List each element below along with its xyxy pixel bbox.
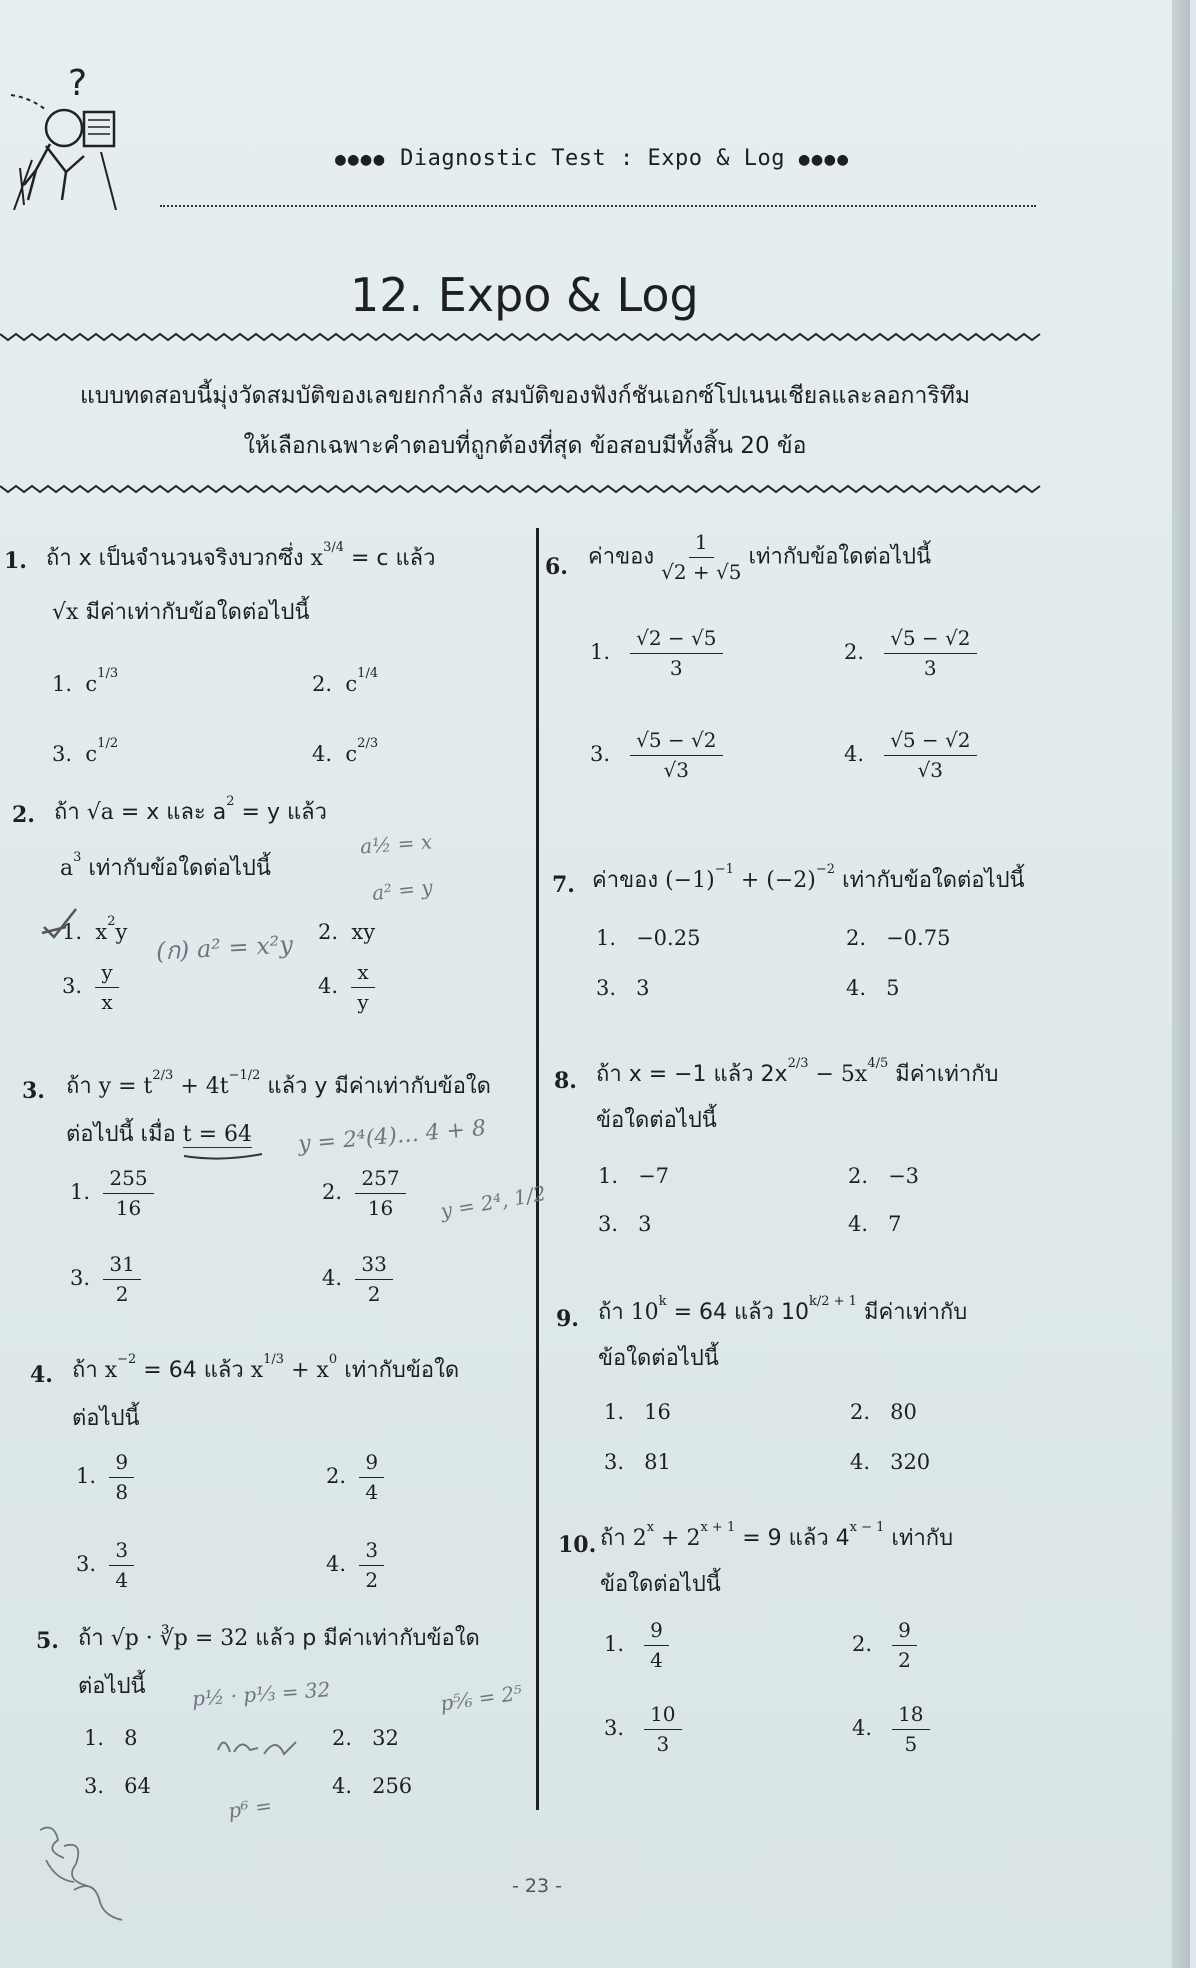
q2-option-1[interactable]: 1. $x^2y$ <box>62 914 128 944</box>
page-number: - 23 - <box>512 1875 562 1897</box>
question-6-number: 6. <box>545 554 568 580</box>
q10-option-2[interactable]: 2. $\frac{9}{2}$ <box>852 1620 917 1671</box>
q10-option-1[interactable]: 1. $\frac{9}{4}$ <box>604 1620 669 1671</box>
q9-option-2[interactable]: 2. 80 <box>850 1400 917 1424</box>
q4-option-3[interactable]: 3. $\frac{3}{4}$ <box>76 1540 134 1591</box>
decor-dots-left: ●●●● <box>335 149 387 170</box>
q6-option-4[interactable]: 4. $\frac{√5 - √2}{√3}$ <box>844 730 977 781</box>
q5-option-3[interactable]: 3. 64 <box>84 1774 151 1798</box>
question-5-stem-line2: ต่อไปนี้ <box>78 1674 146 1699</box>
pencil-note-q2-work: (ก) a² = x²y <box>155 930 294 966</box>
q6-option-1[interactable]: 1. $\frac{√2 - √5}{3}$ <box>590 628 723 679</box>
decor-dots-right: ●●●● <box>798 149 851 170</box>
q7-option-4[interactable]: 4. 5 <box>846 976 900 1000</box>
page-edge <box>1172 0 1190 1968</box>
pencil-note-q5-1: p½ · p⅓ = 32 <box>191 1677 332 1711</box>
header-title-text: Diagnostic Test : Expo & Log <box>400 146 785 171</box>
column-divider <box>536 528 539 1810</box>
q10-option-4[interactable]: 4. $\frac{18}{5}$ <box>852 1704 930 1755</box>
header-title <box>335 146 850 171</box>
question-7-stem: ค่าของ $(-1)^{-1} + (-2)^{-2}$ เท่ากับข้อใดต่อไปนี้ <box>592 862 1025 893</box>
q1-option-1[interactable]: 1. $c^{1/3}$ <box>52 666 119 696</box>
intro-line-1: แบบทดสอบนี้มุ่งวัดสมบัติของเลขยกกำลัง สมบัติของฟังก์ชันเอกซ์โปเนนเชียลและลอการิทึม <box>79 383 971 409</box>
q3-option-1[interactable]: 1. $\frac{255}{16}$ <box>70 1168 154 1219</box>
question-4-number: 4. <box>30 1362 53 1388</box>
question-3-stem-line2: ต่อไปนี้ เมื่อ t = 64 <box>66 1122 253 1147</box>
student-reading-icon <box>6 60 156 210</box>
question-2-number: 2. <box>12 802 35 828</box>
question-5-number: 5. <box>36 1628 59 1654</box>
question-4-stem: ถ้า $x^{-2} = 64$ แล้ว $x^{1/3} + x^0$ เท่ากับข้อใด <box>72 1352 460 1383</box>
question-10-number: 10. <box>558 1532 597 1558</box>
q4-option-1[interactable]: 1. $\frac{9}{8}$ <box>76 1452 134 1503</box>
q1-option-2[interactable]: 2. $c^{1/4}$ <box>312 666 379 696</box>
question-9-number: 9. <box>556 1306 579 1332</box>
q8-option-1[interactable]: 1. −7 <box>598 1164 670 1188</box>
question-3-number: 3. <box>22 1078 45 1104</box>
q3-option-4[interactable]: 4. $\frac{33}{2}$ <box>322 1254 393 1305</box>
question-1-stem: ถ้า x เป็นจำนวนจริงบวกซึ่ง $x^{3/4} = c$ แล้ว <box>46 540 436 571</box>
question-5-stem: ถ้า √p · ∛p = 32 แล้ว p มีค่าเท่ากับข้อใด <box>78 1626 480 1651</box>
q7-option-1[interactable]: 1. −0.25 <box>596 926 701 950</box>
pencil-note-q5-2: p⅚ = 2⁵ <box>438 1680 524 1716</box>
pencil-note-q3-2: y = 2⁴, 1/2 <box>438 1180 548 1224</box>
question-2-stem: ถ้า √a = x และ $a^2 = y$ แล้ว <box>54 794 327 825</box>
pencil-scribble-q5 <box>214 1730 304 1766</box>
question-3-stem: ถ้า $y = t^{2/3} + 4t^{-1/2}$ แล้ว y มีค่าเท่ากับข้อใด <box>66 1068 491 1099</box>
q1-option-4[interactable]: 4. $c^{2/3}$ <box>312 736 379 766</box>
intro-line-2: ให้เลือกเฉพาะคำตอบที่ถูกต้องที่สุด ข้อสอบมีทั้งสิ้น 20 ข้อ <box>243 433 807 459</box>
q5-option-1[interactable]: 1. 8 <box>84 1726 138 1750</box>
pencil-note-q5-3: p⁶ = <box>226 1793 274 1823</box>
q2-option-4[interactable]: 4. $\frac{x}{y}$ <box>318 962 375 1013</box>
q9-option-3[interactable]: 3. 81 <box>604 1450 671 1474</box>
q10-option-3[interactable]: 3. $\frac{10}{3}$ <box>604 1704 682 1755</box>
question-8-stem-line2: ข้อใดต่อไปนี้ <box>596 1108 717 1133</box>
pencil-underline <box>182 1150 264 1162</box>
chapter-title: 12. Expo & Log <box>350 268 699 322</box>
q3-option-3[interactable]: 3. $\frac{31}{2}$ <box>70 1254 141 1305</box>
q9-option-4[interactable]: 4. 320 <box>850 1450 931 1474</box>
q5-option-4[interactable]: 4. 256 <box>332 1774 413 1798</box>
header-dotted-rule <box>160 205 1036 207</box>
q6-option-3[interactable]: 3. $\frac{√5 - √2}{√3}$ <box>590 730 723 781</box>
wavy-divider-bottom <box>0 482 1050 496</box>
q8-option-2[interactable]: 2. −3 <box>848 1164 920 1188</box>
q8-option-4[interactable]: 4. 7 <box>848 1212 902 1236</box>
q7-option-2[interactable]: 2. −0.75 <box>846 926 951 950</box>
question-8-number: 8. <box>554 1068 577 1094</box>
question-7-number: 7. <box>552 872 575 898</box>
question-6-stem: ค่าของ $\frac{1}{√2 + √5}$ เท่ากับข้อใดต่อไปนี้ <box>588 530 932 584</box>
q5-option-2[interactable]: 2. 32 <box>332 1726 399 1750</box>
pencil-note-q2-1: a½ = x <box>359 829 433 859</box>
q4-option-2[interactable]: 2. $\frac{9}{4}$ <box>326 1452 384 1503</box>
question-10-stem: ถ้า $2^x + 2^{x + 1} = 9$ แล้ว $4^{x - 1}$ เท่ากับ <box>600 1520 954 1551</box>
q3-option-2[interactable]: 2. $\frac{257}{16}$ <box>322 1168 406 1219</box>
question-1-stem-line2: √x มีค่าเท่ากับข้อใดต่อไปนี้ <box>52 600 310 625</box>
question-9-stem: ถ้า 10$^k$ = 64 แล้ว $10^{k/2 + 1}$ มีค่าเท่ากับ <box>598 1294 968 1325</box>
pencil-note-q2-2: a² = y <box>370 874 434 906</box>
question-4-stem-line2: ต่อไปนี้ <box>72 1406 140 1431</box>
question-9-stem-line2: ข้อใดต่อไปนี้ <box>598 1346 719 1371</box>
question-mark-icon: ? <box>68 63 88 104</box>
question-1-number: 1. <box>4 548 27 574</box>
q1-option-3[interactable]: 3. $c^{1/2}$ <box>52 736 119 766</box>
q9-option-1[interactable]: 1. 16 <box>604 1400 671 1424</box>
pencil-note-q3-1: y = 2⁴(4)… 4 + 8 <box>297 1115 487 1158</box>
pencil-doodle <box>34 1820 134 1930</box>
question-2-stem-line2: $a^3$ เท่ากับข้อใดต่อไปนี้ <box>60 850 271 881</box>
wavy-divider-top <box>0 330 1050 344</box>
q4-option-4[interactable]: 4. $\frac{3}{2}$ <box>326 1540 384 1591</box>
q8-option-3[interactable]: 3. 3 <box>598 1212 652 1236</box>
q2-option-3[interactable]: 3. $\frac{y}{x}$ <box>62 962 119 1013</box>
q6-option-2[interactable]: 2. $\frac{√5 - √2}{3}$ <box>844 628 977 679</box>
question-8-stem: ถ้า x = −1 แล้ว $2x^{2/3} - 5x^{4/5}$ มีค่าเท่ากับ <box>596 1056 999 1087</box>
question-10-stem-line2: ข้อใดต่อไปนี้ <box>600 1572 721 1597</box>
q7-option-3[interactable]: 3. 3 <box>596 976 650 1000</box>
q2-option-2[interactable]: 2. xy <box>318 920 376 944</box>
